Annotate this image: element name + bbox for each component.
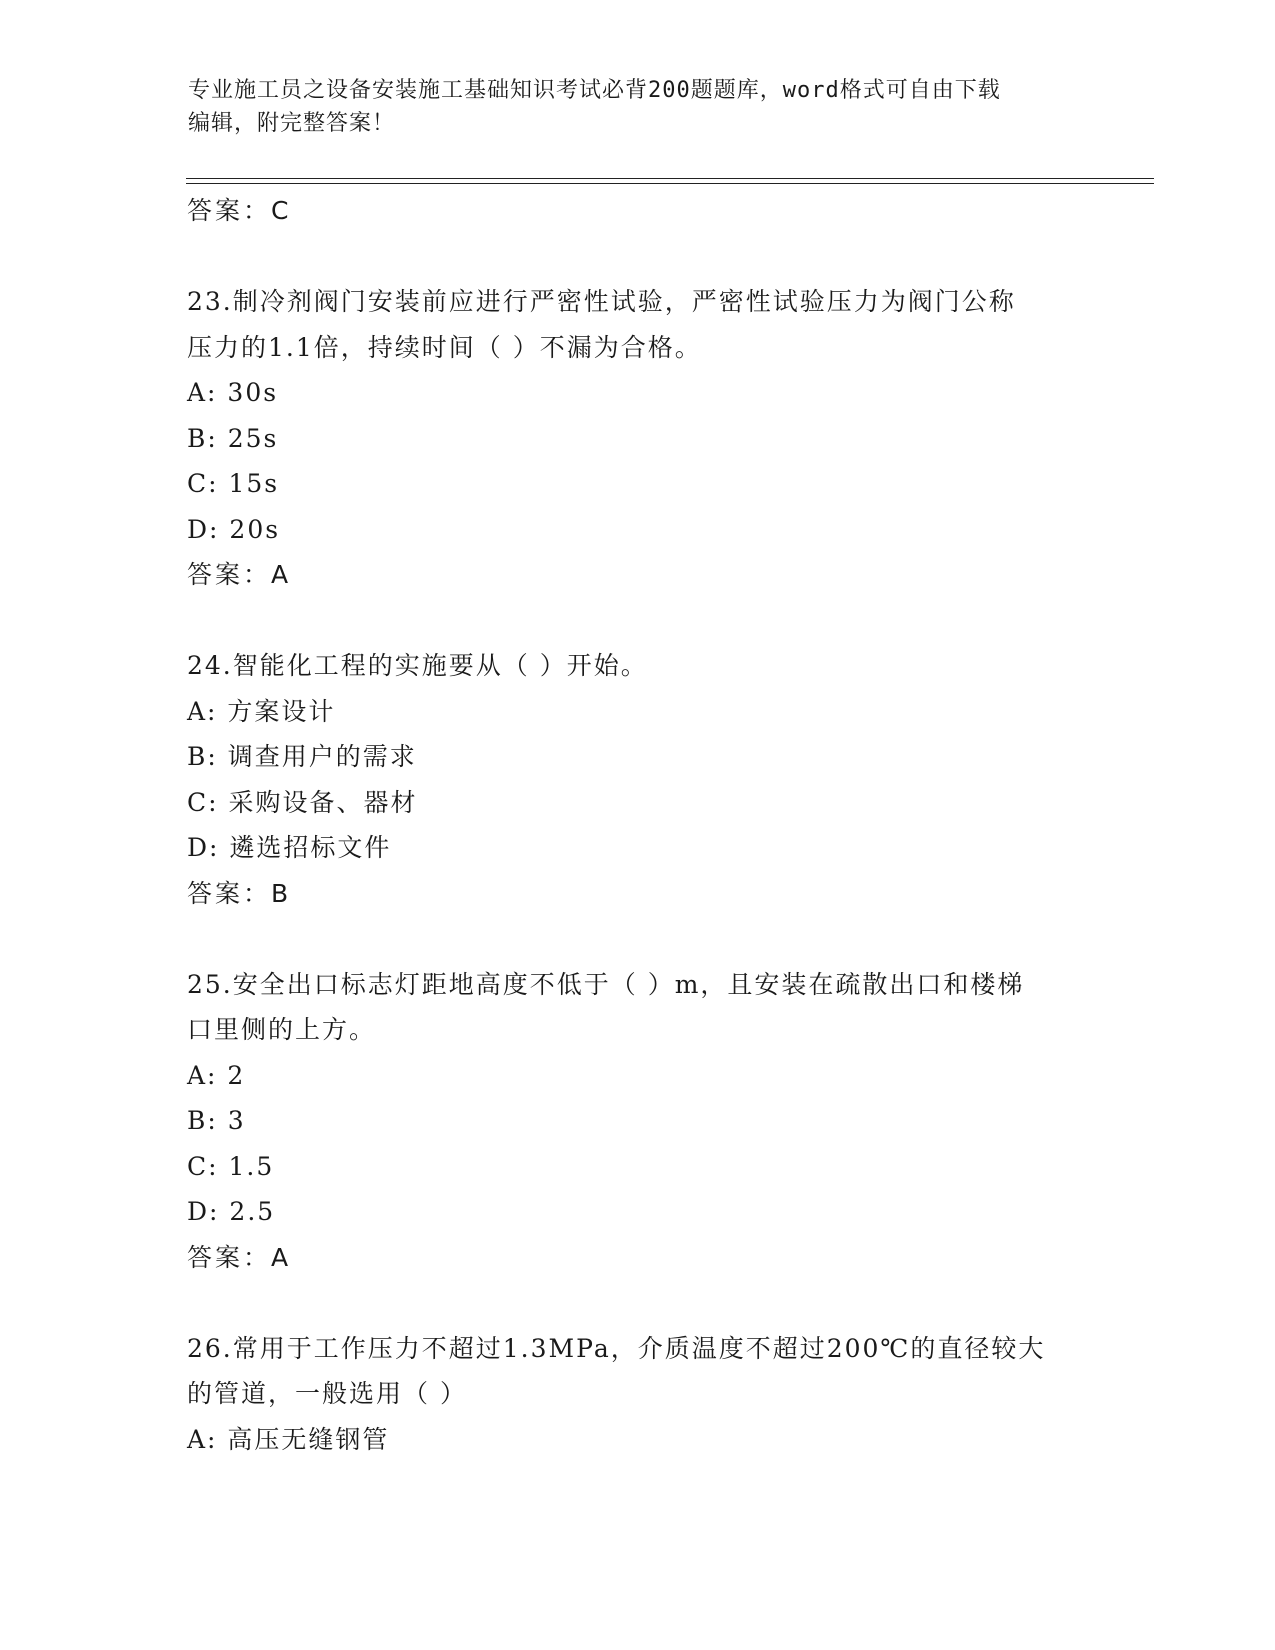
question-stem: 24.智能化工程的实施要从（ ）开始。 (187, 651, 648, 680)
answer-label: 答案： (187, 560, 272, 589)
header-divider (186, 178, 1154, 184)
question-24 (187, 643, 1087, 916)
answer-line (187, 871, 1087, 917)
question-stem: 压力的1.1倍，持续时间（ ）不漏为合格。 (187, 332, 702, 362)
answer-value: A (271, 560, 289, 589)
answer-value: B (271, 878, 289, 908)
document-body (187, 188, 1087, 1462)
option-c: C: 15s (187, 469, 280, 498)
question-stem: 25.安全出口标志灯距地高度不低于（ ）m，且安装在疏散出口和楼梯 (187, 969, 1025, 999)
question-26 (187, 1326, 1087, 1463)
header-line-1: 专业施工员之设备安装施工基础知识考试必背200题题库，word格式可自由下载 (188, 78, 1001, 103)
option-b: B: 3 (187, 1106, 246, 1135)
answer-value: C (271, 196, 289, 225)
option-c: C: 采购设备、器材 (187, 787, 418, 817)
question-stem: 23.制冷剂阀门安装前应进行严密性试验，严密性试验压力为阀门公称 (187, 287, 1016, 316)
answer-label: 答案： (187, 196, 272, 225)
answer-label: 答案： (187, 1242, 272, 1272)
page-header (188, 74, 1068, 140)
question-stem: 口里侧的上方。 (187, 1015, 377, 1044)
question-23 (187, 279, 1087, 598)
option-a: A: 高压无缝钢管 (187, 1424, 390, 1454)
option-b: B: 调查用户的需求 (187, 742, 417, 771)
header-line-2: 编辑，附完整答案！ (188, 111, 396, 136)
option-d: D: 遴选招标文件 (187, 833, 392, 862)
answer-line (187, 1235, 1087, 1281)
option-c: C: 1.5 (187, 1151, 275, 1181)
option-b: B: 25s (187, 423, 279, 453)
option-a: A: 2 (187, 1060, 246, 1090)
answer-line (187, 552, 1087, 598)
question-stem: 26.常用于工作压力不超过1.3MPa，介质温度不超过200℃的直径较大 (187, 1333, 1046, 1363)
option-a: A: 方案设计 (187, 696, 336, 726)
option-d: D: 2.5 (187, 1197, 276, 1226)
answer-value: A (271, 1242, 289, 1272)
option-a: A: 30s (187, 378, 279, 407)
option-d: D: 20s (187, 514, 281, 544)
question-stem: 的管道，一般选用（ ） (187, 1379, 467, 1408)
answer-label: 答案： (187, 878, 272, 908)
question-25 (187, 962, 1087, 1281)
answer-line (187, 188, 1087, 234)
